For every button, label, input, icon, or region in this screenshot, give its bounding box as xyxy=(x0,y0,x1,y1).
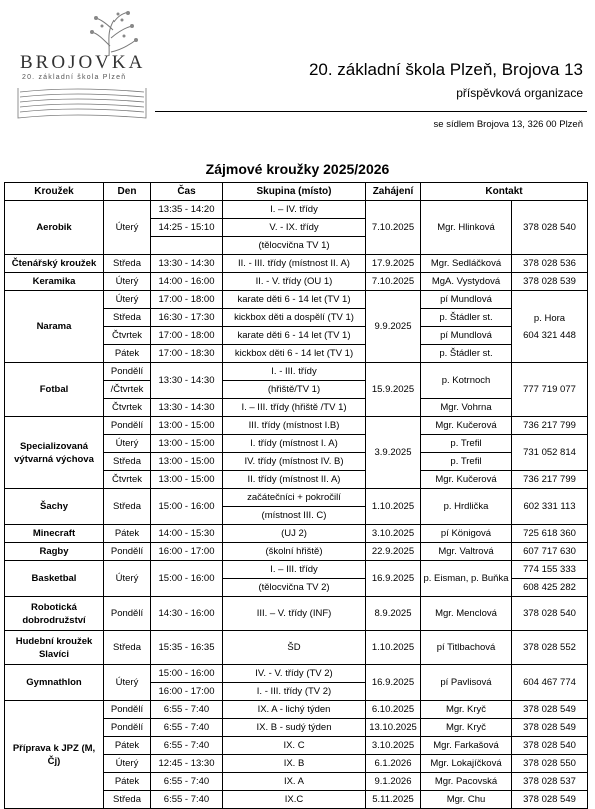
time-cell: 15:00 - 16:00 xyxy=(151,561,223,597)
group-cell: ŠD xyxy=(223,631,366,665)
school-seat: se sídlem Brojova 13, 326 00 Plzeň xyxy=(433,119,583,130)
phone-cell: 604 467 774 xyxy=(512,665,588,701)
day-cell: Středa xyxy=(104,631,151,665)
day-cell: Pondělí xyxy=(104,701,151,719)
group-cell: IX. A - lichý týden xyxy=(223,701,366,719)
contact-cell: p. Kotrnoch xyxy=(421,363,512,399)
time-cell: 17:00 - 18:30 xyxy=(151,345,223,363)
club-name: Specializovaná výtvarná výchova xyxy=(5,417,104,489)
contact-cell: pí Königová xyxy=(421,525,512,543)
start-cell: 1.10.2025 xyxy=(366,489,421,525)
club-name: Keramika xyxy=(5,273,104,291)
day-cell: /Čtvrtek xyxy=(104,381,151,399)
contact-cell: Mgr. Pacovská xyxy=(421,773,512,791)
club-name: Narama xyxy=(5,291,104,363)
day-cell: Středa xyxy=(104,791,151,809)
time-cell: 6:55 - 7:40 xyxy=(151,791,223,809)
table-header-row xyxy=(5,183,588,201)
col-header-den: Den xyxy=(104,183,151,201)
phone-cell: 378 028 537 xyxy=(512,773,588,791)
phone-cell: 736 217 799 xyxy=(512,417,588,435)
day-cell: Pondělí xyxy=(104,363,151,381)
club-name: Příprava k JPZ (M, Čj) xyxy=(5,701,104,809)
logo-brand-text: BROJOVKA xyxy=(20,52,146,73)
contact-cell: p. Trefil xyxy=(421,453,512,471)
start-cell: 15.9.2025 xyxy=(366,363,421,417)
phone-number: 604 321 448 xyxy=(523,329,576,341)
school-logo xyxy=(14,8,152,126)
time-cell: 13:35 - 14:20 xyxy=(151,201,223,219)
group-cell: začátečníci + pokročilí xyxy=(223,489,366,507)
start-cell: 3.10.2025 xyxy=(366,525,421,543)
group-cell: kickbox děti 6 - 14 let (TV 1) xyxy=(223,345,366,363)
start-cell: 9.1.2026 xyxy=(366,773,421,791)
table-row xyxy=(5,597,588,631)
contact-cell: Mgr. Kučerová xyxy=(421,471,512,489)
start-cell: 22.9.2025 xyxy=(366,543,421,561)
group-cell: II. třídy (místnost II. A) xyxy=(223,471,366,489)
table-row xyxy=(5,255,588,273)
start-cell: 7.10.2025 xyxy=(366,201,421,255)
phone-cell: 378 028 550 xyxy=(512,755,588,773)
time-cell: 13:30 - 14:30 xyxy=(151,363,223,399)
time-cell: 16:30 - 17:30 xyxy=(151,309,223,327)
phone-cell: 602 331 113 xyxy=(512,489,588,525)
time-cell: 13:30 - 14:30 xyxy=(151,255,223,273)
time-cell: 6:55 - 7:40 xyxy=(151,737,223,755)
group-cell: I. - III. třídy xyxy=(223,363,366,381)
group-cell: (tělocvična TV 2) xyxy=(223,579,366,597)
group-cell: II. - III. třídy (místnost II. A) xyxy=(223,255,366,273)
group-cell: (UJ 2) xyxy=(223,525,366,543)
club-name: Aerobik xyxy=(5,201,104,255)
contact-cell: Mgr. Valtrová xyxy=(421,543,512,561)
club-name: Basketbal xyxy=(5,561,104,597)
time-cell: 15:00 - 16:00 xyxy=(151,665,223,683)
contact-cell: p. Štádler st. xyxy=(421,345,512,363)
group-cell: IV. třídy (místnost IV. B) xyxy=(223,453,366,471)
org-type: příspěvková organizace xyxy=(456,86,583,100)
club-name: Čtenářský kroužek xyxy=(5,255,104,273)
table-row xyxy=(5,701,588,719)
group-cell: karate děti 6 - 14 let (TV 1) xyxy=(223,327,366,345)
group-cell: III. třídy (místnost I.B) xyxy=(223,417,366,435)
logo-subtitle: 20. základní škola Plzeň xyxy=(22,74,127,81)
group-cell: II. - V. třídy (OU 1) xyxy=(223,273,366,291)
phone-cell: 378 028 540 xyxy=(512,201,588,255)
day-cell: Úterý xyxy=(104,291,151,309)
start-cell: 17.9.2025 xyxy=(366,255,421,273)
page-title: Zájmové kroužky 2025/2026 xyxy=(205,161,390,177)
contact-cell: Mgr. Kryč xyxy=(421,701,512,719)
clubs-table xyxy=(4,182,588,809)
contact-cell: Mgr. Vohrna xyxy=(421,399,512,417)
time-cell: 15:00 - 16:00 xyxy=(151,489,223,525)
table-row xyxy=(5,543,588,561)
day-cell: Pondělí xyxy=(104,719,151,737)
day-cell: Pondělí xyxy=(104,543,151,561)
time-cell: 17:00 - 18:00 xyxy=(151,327,223,345)
time-cell: 14:25 - 15:10 xyxy=(151,219,223,237)
contact-cell: p. Eisman, p. Buňka xyxy=(421,561,512,597)
phone-cell: 777 719 077 xyxy=(512,363,588,417)
contact-cell: MgA. Vystydová xyxy=(421,273,512,291)
phone-cell: 378 028 552 xyxy=(512,631,588,665)
contact-cell: pí Titlbachová xyxy=(421,631,512,665)
day-cell: Úterý xyxy=(104,755,151,773)
start-cell: 16.9.2025 xyxy=(366,665,421,701)
contact-cell: Mgr. Chu xyxy=(421,791,512,809)
start-cell: 13.10.2025 xyxy=(366,719,421,737)
table-row xyxy=(5,201,588,219)
start-cell: 3.10.2025 xyxy=(366,737,421,755)
contact-cell: Mgr. Sedláčková xyxy=(421,255,512,273)
club-name: Fotbal xyxy=(5,363,104,417)
day-cell: Středa xyxy=(104,453,151,471)
club-name: Gymnathlon xyxy=(5,665,104,701)
time-cell xyxy=(151,237,223,255)
table-row xyxy=(5,489,588,507)
group-cell: IX. B - sudý týden xyxy=(223,719,366,737)
col-header-kontakt: Kontakt xyxy=(421,183,588,201)
day-cell: Středa xyxy=(104,255,151,273)
day-cell: Úterý xyxy=(104,435,151,453)
table-row xyxy=(5,273,588,291)
group-cell: V. - IX. třídy xyxy=(223,219,366,237)
table-row xyxy=(5,417,588,435)
day-cell: Úterý xyxy=(104,201,151,255)
phone-cell: 378 028 540 xyxy=(512,597,588,631)
table-row xyxy=(5,561,588,579)
day-cell: Středa xyxy=(104,309,151,327)
club-name: Šachy xyxy=(5,489,104,525)
phone-cell: 607 717 630 xyxy=(512,543,588,561)
table-row xyxy=(5,291,588,309)
group-cell: IX.C xyxy=(223,791,366,809)
day-cell: Pátek xyxy=(104,525,151,543)
time-cell: 13:30 - 14:30 xyxy=(151,399,223,417)
contact-cell: Mgr. Kučerová xyxy=(421,417,512,435)
start-cell: 6.10.2025 xyxy=(366,701,421,719)
phone-cell: 725 618 360 xyxy=(512,525,588,543)
group-cell: I. třídy (místnost I. A) xyxy=(223,435,366,453)
phone-cell: 378 028 549 xyxy=(512,719,588,737)
header-divider xyxy=(155,111,587,112)
day-cell: Pondělí xyxy=(104,597,151,631)
contact-cell: pí Pavlisová xyxy=(421,665,512,701)
contact-cell: Mgr. Lokajíčková xyxy=(421,755,512,773)
phone-cell: 378 028 549 xyxy=(512,791,588,809)
col-header-skupina: Skupina (místo) xyxy=(223,183,366,201)
group-cell: I. – III. třídy xyxy=(223,561,366,579)
time-cell: 17:00 - 18:00 xyxy=(151,291,223,309)
day-cell: Pátek xyxy=(104,345,151,363)
start-cell: 16.9.2025 xyxy=(366,561,421,597)
school-name: 20. základní škola Plzeň, Brojova 13 xyxy=(308,60,583,79)
day-cell: Úterý xyxy=(104,561,151,597)
time-cell: 13:00 - 15:00 xyxy=(151,471,223,489)
group-cell: kickbox děti a dospělí (TV 1) xyxy=(223,309,366,327)
group-cell: (školní hřiště) xyxy=(223,543,366,561)
table-row xyxy=(5,525,588,543)
day-cell: Čtvrtek xyxy=(104,471,151,489)
group-cell: karate děti 6 - 14 let (TV 1) xyxy=(223,291,366,309)
time-cell: 6:55 - 7:40 xyxy=(151,719,223,737)
club-name: Robotická dobrodružství xyxy=(5,597,104,631)
time-cell: 13:00 - 15:00 xyxy=(151,453,223,471)
time-cell: 6:55 - 7:40 xyxy=(151,701,223,719)
phone-cell: 378 028 540 xyxy=(512,737,588,755)
club-name: Minecraft xyxy=(5,525,104,543)
time-cell: 14:30 - 16:00 xyxy=(151,597,223,631)
col-header-cas: Čas xyxy=(151,183,223,201)
contact-cell: pí Mundlová xyxy=(421,327,512,345)
group-cell: IX. A xyxy=(223,773,366,791)
start-cell: 9.9.2025 xyxy=(366,291,421,363)
club-name: Hudební kroužek Slavíci xyxy=(5,631,104,665)
time-cell: 13:00 - 15:00 xyxy=(151,417,223,435)
day-cell: Úterý xyxy=(104,665,151,701)
group-cell: (hřiště/TV 1) xyxy=(223,381,366,399)
day-cell: Pondělí xyxy=(104,417,151,435)
phone-cell: 378 028 539 xyxy=(512,273,588,291)
group-cell: I. – III. třídy (hřiště /TV 1) xyxy=(223,399,366,417)
contact-cell: p. Trefil xyxy=(421,435,512,453)
club-name: Ragby xyxy=(5,543,104,561)
group-cell: (místnost III. C) xyxy=(223,507,366,525)
contact-cell: Mgr. Kryč xyxy=(421,719,512,737)
start-cell: 3.9.2025 xyxy=(366,417,421,489)
time-cell: 12:45 - 13:30 xyxy=(151,755,223,773)
start-cell: 8.9.2025 xyxy=(366,597,421,631)
group-cell: I. – IV. třídy xyxy=(223,201,366,219)
time-cell: 14:00 - 15:30 xyxy=(151,525,223,543)
phone-cell: 378 028 536 xyxy=(512,255,588,273)
phone-cell: 608 425 282 xyxy=(512,579,588,597)
day-cell: Úterý xyxy=(104,273,151,291)
contact-cell: p. Štádler st. xyxy=(421,309,512,327)
group-cell: III. – V. třídy (INF) xyxy=(223,597,366,631)
group-cell: (tělocvična TV 1) xyxy=(223,237,366,255)
time-cell: 14:00 - 16:00 xyxy=(151,273,223,291)
day-cell: Čtvrtek xyxy=(104,327,151,345)
group-cell: I. - III. třídy (TV 2) xyxy=(223,683,366,701)
table-row xyxy=(5,665,588,683)
group-cell: IX. B xyxy=(223,755,366,773)
contact-cell: pí Mundlová xyxy=(421,291,512,309)
day-cell: Čtvrtek xyxy=(104,399,151,417)
time-cell: 15:35 - 16:35 xyxy=(151,631,223,665)
phone-cell: 736 217 799 xyxy=(512,471,588,489)
time-cell: 16:00 - 17:00 xyxy=(151,683,223,701)
time-cell: 6:55 - 7:40 xyxy=(151,773,223,791)
phone-cell: 731 052 814 xyxy=(512,435,588,471)
group-cell: IX. C xyxy=(223,737,366,755)
table-row xyxy=(5,631,588,665)
start-cell: 6.1.2026 xyxy=(366,755,421,773)
phone-cell: 774 155 333 xyxy=(512,561,588,579)
table-row xyxy=(5,363,588,381)
day-cell: Pátek xyxy=(104,737,151,755)
contact-cell: Mgr. Hlinková xyxy=(421,201,512,255)
contact-cell: p. Hrdlička xyxy=(421,489,512,525)
phone-cell xyxy=(512,291,588,363)
phone-cell: 378 028 549 xyxy=(512,701,588,719)
contact-cell: Mgr. Farkašová xyxy=(421,737,512,755)
start-cell: 5.11.2025 xyxy=(366,791,421,809)
col-header-zahajeni: Zahájení xyxy=(366,183,421,201)
contact-cell: Mgr. Menclová xyxy=(421,597,512,631)
contact-name: p. Hora xyxy=(533,312,566,324)
day-cell: Pátek xyxy=(104,773,151,791)
time-cell: 13:00 - 15:00 xyxy=(151,435,223,453)
time-cell: 16:00 - 17:00 xyxy=(151,543,223,561)
day-cell: Středa xyxy=(104,489,151,525)
start-cell: 7.10.2025 xyxy=(366,273,421,291)
col-header-krouzek: Kroužek xyxy=(5,183,104,201)
start-cell: 1.10.2025 xyxy=(366,631,421,665)
group-cell: IV. - V. třídy (TV 2) xyxy=(223,665,366,683)
